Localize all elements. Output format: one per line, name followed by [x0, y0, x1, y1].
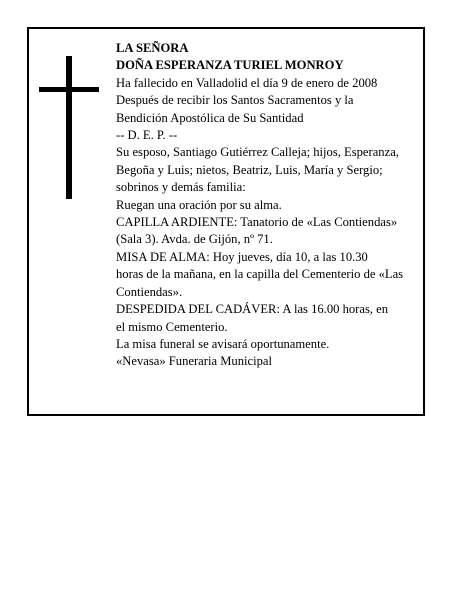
funeral-home: «Nevasa» Funeraria Municipal: [116, 354, 272, 369]
sacraments-line-2: Bendición Apostólica de Su Santidad: [116, 110, 304, 125]
notice-text: [116, 40, 424, 371]
rip-line: -- D. E. P. --: [116, 128, 178, 143]
chapel-line-1: CAPILLA ARDIENTE: Tanatorio de «Las Contiendas»: [116, 215, 398, 230]
prayer-request: Ruegan una oración por su alma.: [116, 197, 282, 212]
deceased-title: LA SEÑORA: [116, 41, 189, 55]
cross-icon: [39, 56, 99, 199]
deceased-name: DOÑA ESPERANZA TURIEL MONROY: [116, 58, 344, 73]
cross-vertical-bar: [66, 56, 72, 199]
mass-line-2: horas de la mañana, en la capilla del Cementerio de «Las: [116, 267, 404, 282]
cross-horizontal-bar: [39, 87, 99, 92]
family-line-1: Su esposo, Santiago Gutiérrez Calleja; hijos, Esperanza,: [116, 145, 399, 160]
farewell-line-2: el mismo Cementerio.: [116, 319, 228, 334]
mass-line-3: Contiendas».: [116, 284, 183, 299]
farewell-line-1: DESPEDIDA DEL CADÁVER: A las 16.00 horas, en: [116, 302, 389, 317]
family-line-2: Begoña y Luis; nietos, Beatriz, Luis, María y Sergio;: [116, 162, 383, 177]
mass-line-1: MISA DE ALMA: Hoy jueves, día 10, a las 10.30: [116, 249, 368, 264]
death-announcement: Ha fallecido en Valladolid el día 9 de enero de 2008: [116, 75, 378, 90]
sacraments-line-1: Después de recibir los Santos Sacramentos y la: [116, 93, 354, 108]
obituary-notice: [27, 27, 425, 416]
funeral-mass-note: La misa funeral se avisará oportunamente.: [116, 336, 330, 351]
family-line-3: sobrinos y demás familia:: [116, 180, 246, 195]
chapel-line-2: (Sala 3). Avda. de Gijón, nº 71.: [116, 232, 273, 247]
